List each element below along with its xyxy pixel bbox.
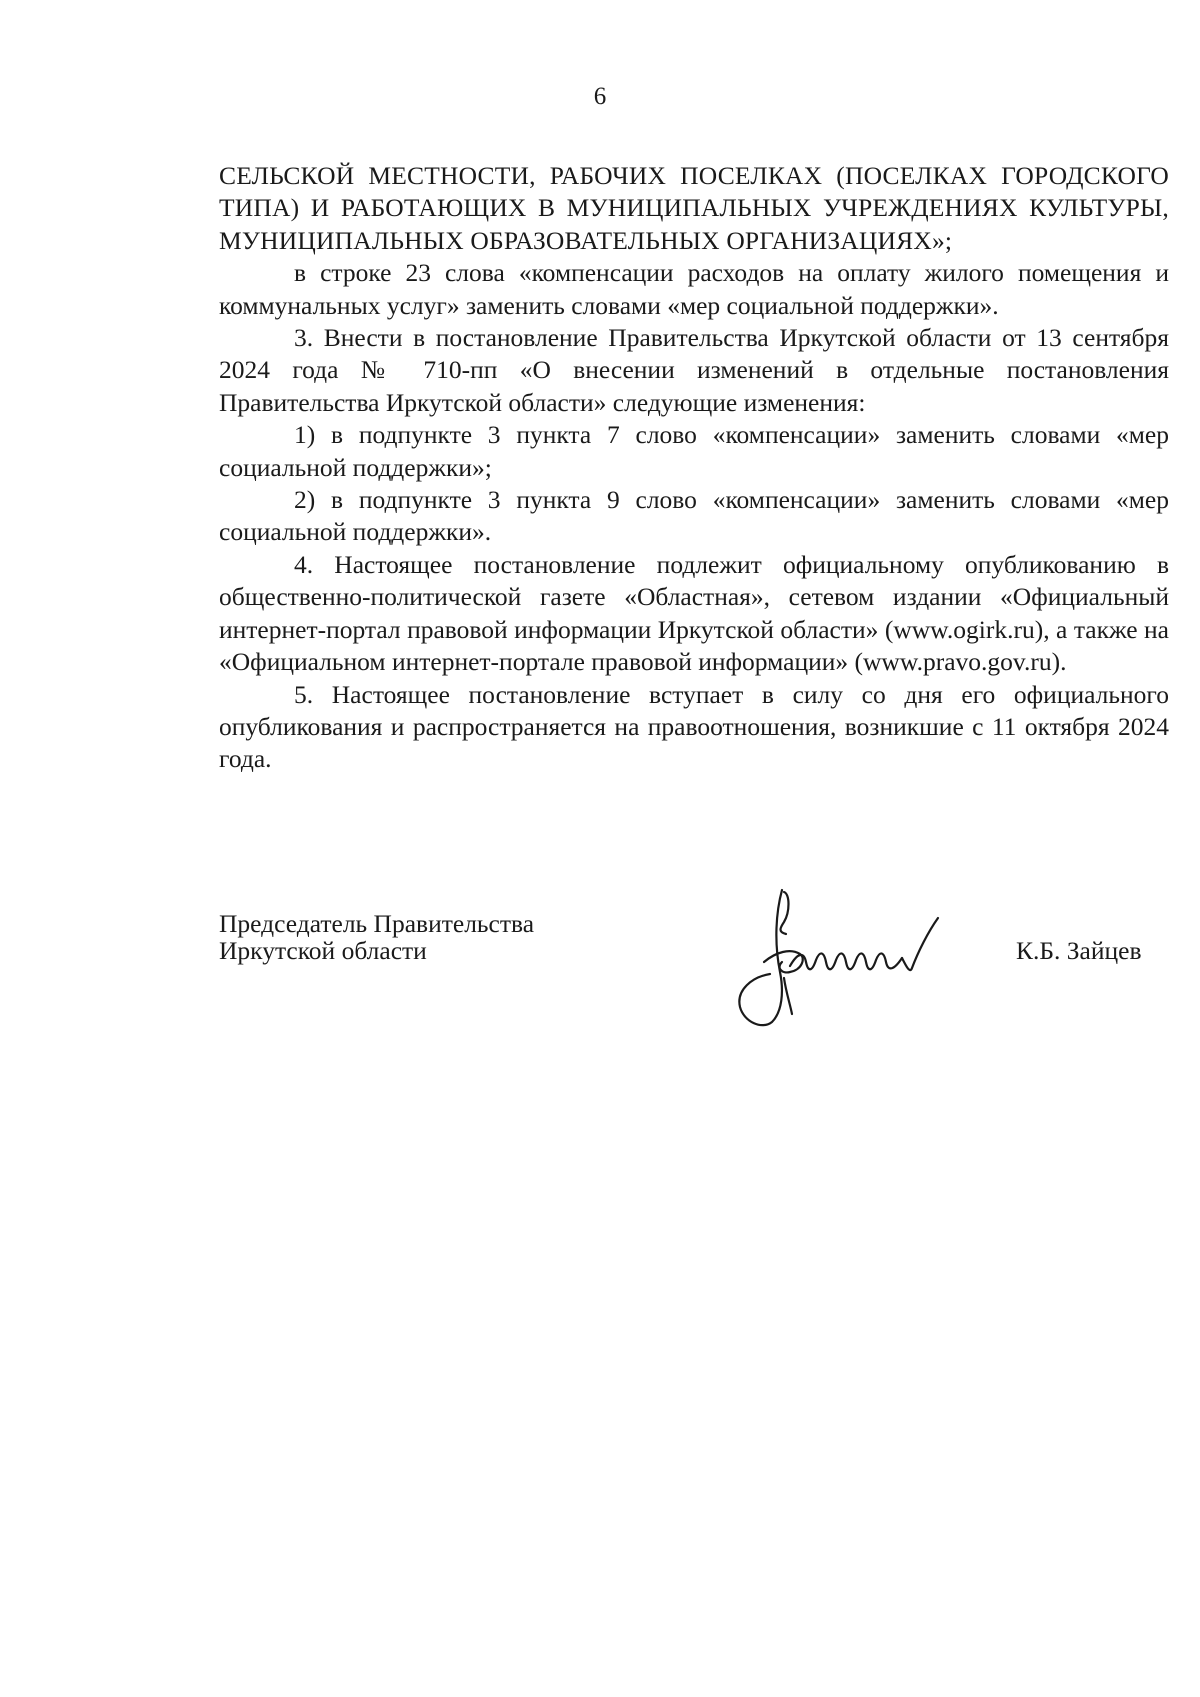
signer-title <box>219 910 534 964</box>
paragraph-item-5: 5. Настоящее постановление вступает в силу со дня его официального опубликования и распространяется на правоотношения, возникшие с 11 октября 2024 года. <box>219 679 1169 774</box>
page-number: 6 <box>593 83 607 110</box>
paragraph-subitem-2: 2) в подпункте 3 пункта 9 слово «компенсации» заменить словами «мер социальной поддержки». <box>219 485 1169 547</box>
signer-title-line-2: Иркутской области <box>219 936 427 965</box>
signature-block <box>219 910 1169 1040</box>
document-body <box>219 160 1169 776</box>
paragraph-item-3: 3. Внести в постановление Правительства Иркутской области от 13 сентября 2024 года № 710-пп «О внесении изменений в отдельные постановления Правительства Иркутской области» следующие изменения: <box>219 323 1169 417</box>
paragraph-row-23-change: в строке 23 слова «компенсации расходов на оплату жилого помещения и коммунальных услуг» заменить словами «мер социальной поддержки». <box>219 258 1169 320</box>
signer-name: К.Б. Зайцев <box>1016 936 1142 965</box>
handwritten-signature <box>724 882 954 1042</box>
signer-title-line-1: Председатель Правительства <box>219 909 535 938</box>
paragraph-item-4: 4. Настоящее постановление подлежит официальному опубликованию в общественно-политической газете «Областная», сетевом издании «Официальный интернет-портал правовой информации Иркутской области» (www.ogirk.ru), а также на «Официальном интернет-портале правовой информации» (www.pravo.gov.ru). <box>219 549 1169 677</box>
paragraph-continuation-caps: СЕЛЬСКОЙ МЕСТНОСТИ, РАБОЧИХ ПОСЕЛКАХ (ПОСЕЛКАХ ГОРОДСКОГО ТИПА) И РАБОТАЮЩИХ В МУНИЦИПАЛЬНЫХ УЧРЕЖДЕНИЯХ КУЛЬТУРЫ, МУНИЦИПАЛЬНЫХ ОБРАЗОВАТЕЛЬНЫХ ОРГАНИЗАЦИЯХ»; <box>219 161 1169 255</box>
paragraph-subitem-1: 1) в подпункте 3 пункта 7 слово «компенсации» заменить словами «мер социальной поддержки»; <box>219 420 1169 482</box>
